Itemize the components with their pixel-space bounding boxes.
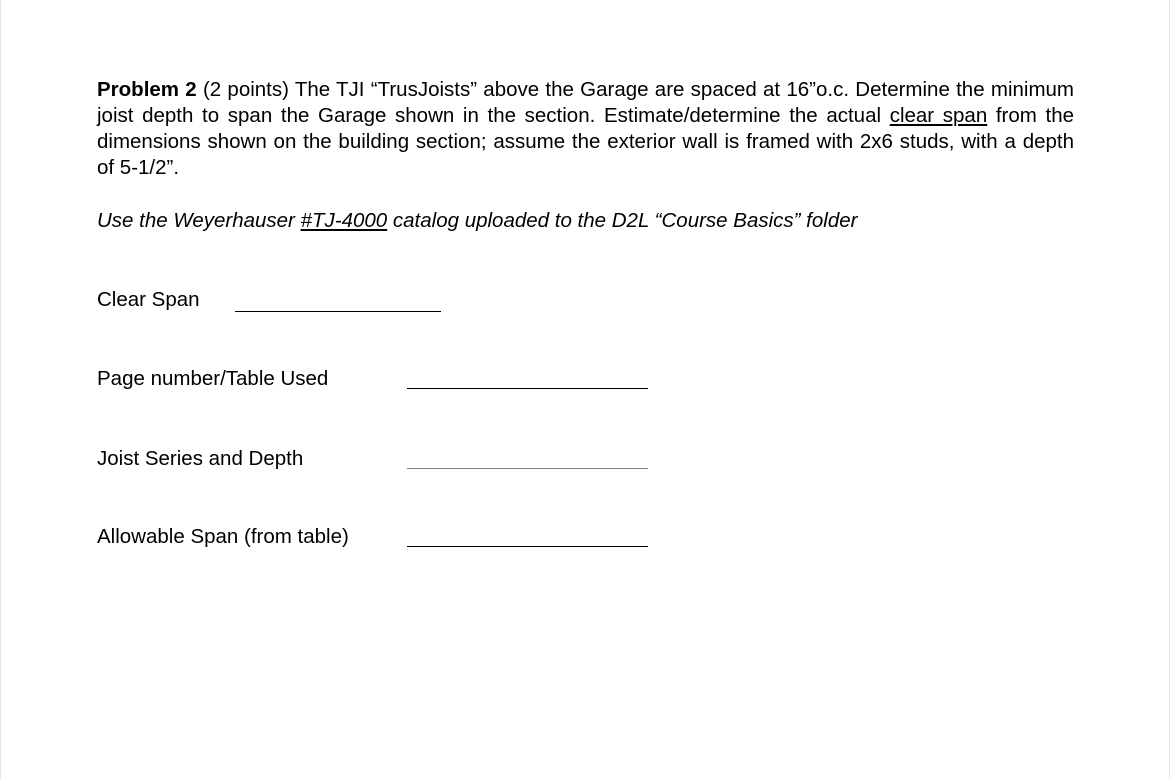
clear-span-blank[interactable]	[235, 311, 441, 312]
clear-span-term: clear span	[889, 104, 988, 127]
note-text-1: Use the Weyerhauser	[97, 209, 301, 232]
problem-label: Problem 2	[97, 78, 197, 101]
catalog-note	[97, 208, 857, 234]
allowable-span-label: Allowable Span (from table)	[97, 525, 349, 548]
joist-series-blank[interactable]	[407, 468, 648, 469]
catalog-number: #TJ-4000	[300, 209, 388, 232]
allowable-span-blank[interactable]	[407, 546, 648, 547]
page-table-blank[interactable]	[407, 388, 648, 389]
page-table-label: Page number/Table Used	[97, 367, 329, 390]
problem-text-1: (2 points) The TJI “TrusJoists” above the Garage are spaced at 16”o.c. Determine the minimum joist depth to span the Garage shown in the section. Estimate/determine the actual	[97, 78, 1075, 127]
note-text-2: catalog uploaded to the D2L “Course Basics” folder	[387, 209, 858, 232]
problem-text-2: from the dimensions shown on the building section; assume the exterior wall is framed with 2x6 studs, with a depth of 5-1/2”.	[97, 104, 1074, 179]
clear-span-label: Clear Span	[97, 288, 200, 311]
problem-statement	[97, 77, 1074, 181]
joist-series-label: Joist Series and Depth	[97, 447, 304, 470]
